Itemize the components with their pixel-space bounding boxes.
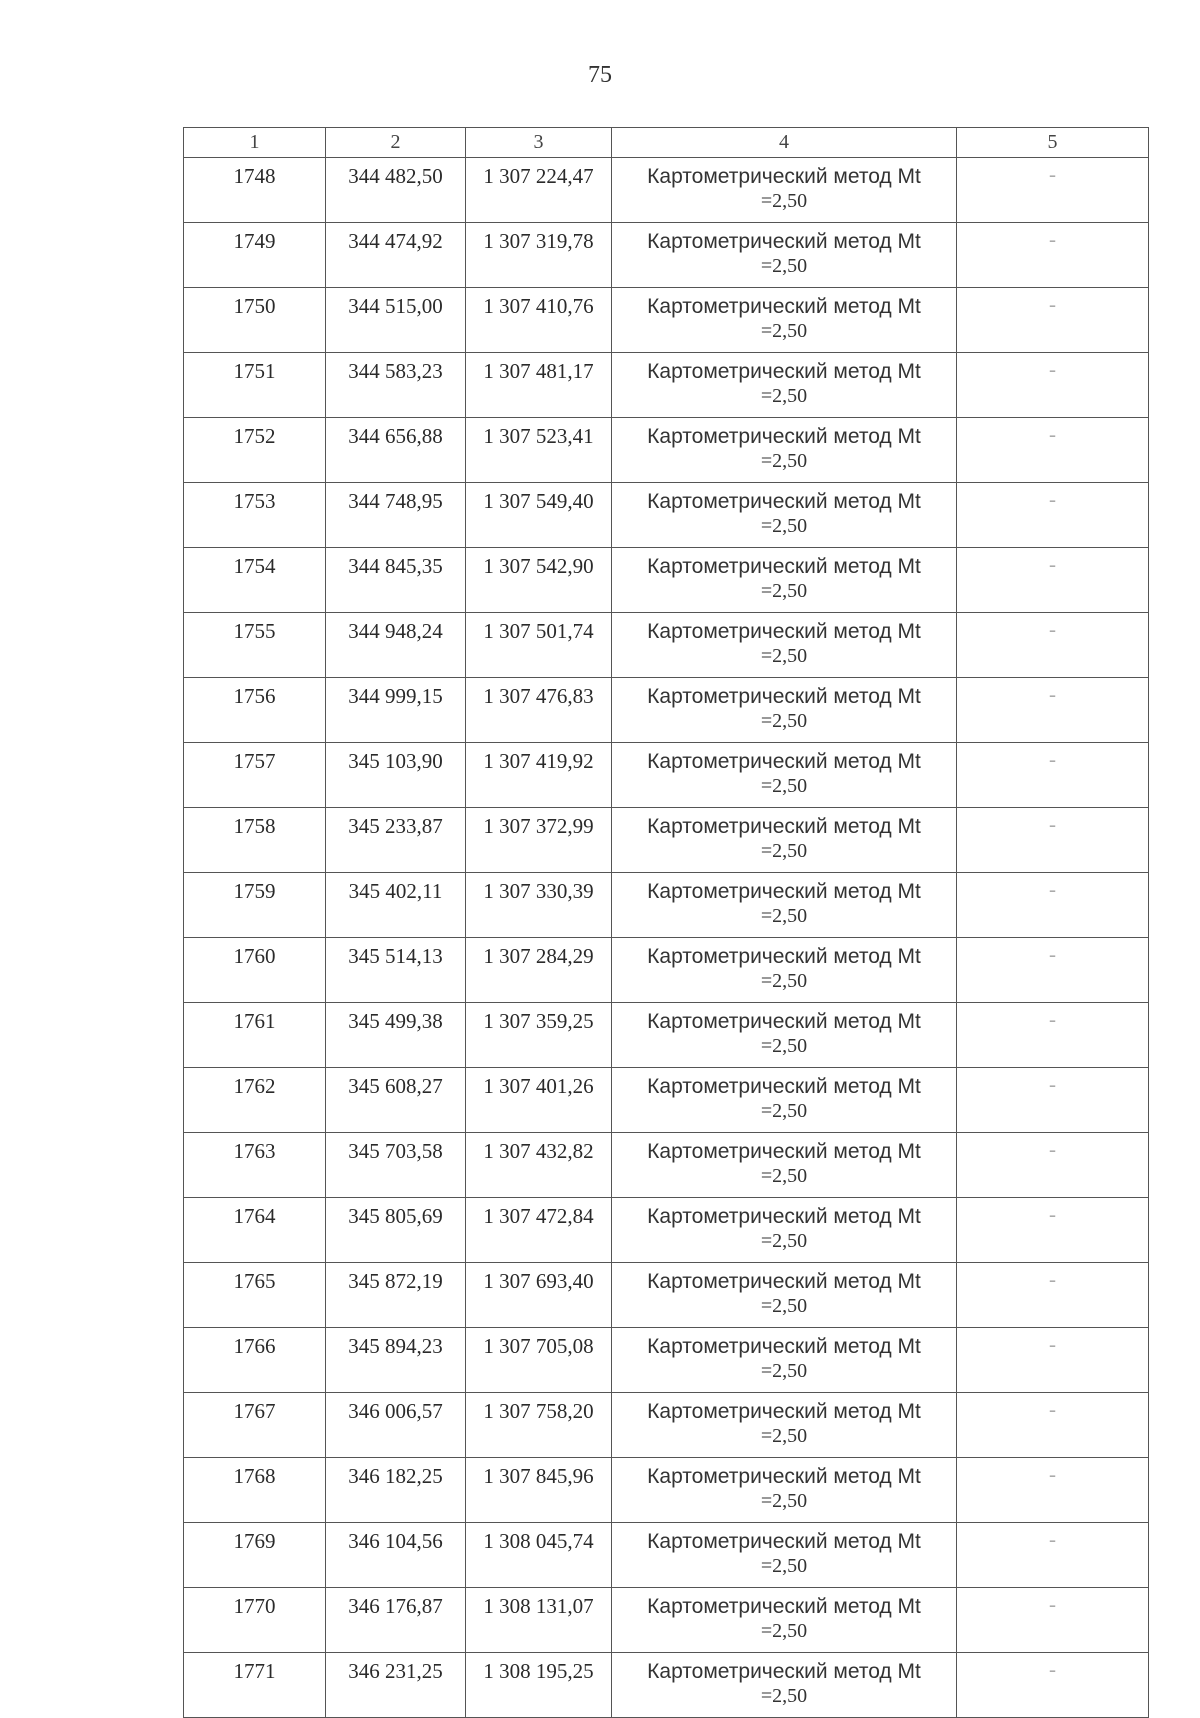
y-coordinate-cell: 1 308 131,07 [466,1588,612,1653]
method-text: Картометрический метод Mt [647,230,921,253]
note-cell: - [957,1068,1149,1133]
point-number-cell: 1763 [184,1133,326,1198]
method-error-value: =2,50 [760,190,808,212]
table-row [184,1198,1149,1263]
x-coordinate-cell: 345 233,87 [326,808,466,873]
coordinates-table [183,127,1149,1718]
column-header-2: 2 [326,128,466,158]
point-number-cell: 1754 [184,548,326,613]
method-error-value: =2,50 [760,1620,808,1642]
table-row [184,353,1149,418]
table-row [184,1588,1149,1653]
method-text: Картометрический метод Mt [647,425,921,448]
note-cell: - [957,613,1149,678]
method-error-value: =2,50 [760,970,808,992]
x-coordinate-cell: 344 515,00 [326,288,466,353]
method-error-value: =2,50 [760,1165,808,1187]
y-coordinate-cell: 1 307 401,26 [466,1068,612,1133]
y-coordinate-cell: 1 307 501,74 [466,613,612,678]
method-error-value: =2,50 [760,775,808,797]
point-number-cell: 1748 [184,158,326,223]
x-coordinate-cell: 344 999,15 [326,678,466,743]
note-cell: - [957,808,1149,873]
method-error-value: =2,50 [760,450,808,472]
method-error-value: =2,50 [760,1555,808,1577]
table-row [184,1003,1149,1068]
column-header-5: 5 [957,128,1149,158]
note-cell: - [957,1653,1149,1718]
method-text: Картометрический метод Mt [647,1075,921,1098]
table-row [184,613,1149,678]
method-cell [612,158,957,223]
method-cell [612,1328,957,1393]
x-coordinate-cell: 344 583,23 [326,353,466,418]
method-error-value: =2,50 [760,1685,808,1707]
x-coordinate-cell: 346 182,25 [326,1458,466,1523]
table-row [184,938,1149,1003]
method-text: Картометрический метод Mt [647,945,921,968]
table-row [184,1523,1149,1588]
y-coordinate-cell: 1 308 045,74 [466,1523,612,1588]
note-cell: - [957,288,1149,353]
y-coordinate-cell: 1 307 523,41 [466,418,612,483]
table-row [184,1068,1149,1133]
table-header-row [184,128,1149,158]
method-cell [612,938,957,1003]
table-row [184,873,1149,938]
y-coordinate-cell: 1 307 319,78 [466,223,612,288]
point-number-cell: 1762 [184,1068,326,1133]
method-cell [612,483,957,548]
y-coordinate-cell: 1 307 432,82 [466,1133,612,1198]
x-coordinate-cell: 345 805,69 [326,1198,466,1263]
method-error-value: =2,50 [760,515,808,537]
x-coordinate-cell: 345 703,58 [326,1133,466,1198]
table-row [184,808,1149,873]
x-coordinate-cell: 345 608,27 [326,1068,466,1133]
method-error-value: =2,50 [760,1100,808,1122]
table-row [184,743,1149,808]
point-number-cell: 1761 [184,1003,326,1068]
method-cell [612,548,957,613]
x-coordinate-cell: 344 656,88 [326,418,466,483]
x-coordinate-cell: 345 402,11 [326,873,466,938]
y-coordinate-cell: 1 307 705,08 [466,1328,612,1393]
method-text: Картометрический метод Mt [647,685,921,708]
method-cell [612,743,957,808]
method-cell [612,1133,957,1198]
x-coordinate-cell: 344 482,50 [326,158,466,223]
y-coordinate-cell: 1 307 481,17 [466,353,612,418]
method-text: Картометрический метод Mt [647,1595,921,1618]
x-coordinate-cell: 345 499,38 [326,1003,466,1068]
table-row [184,418,1149,483]
method-cell [612,808,957,873]
x-coordinate-cell: 345 872,19 [326,1263,466,1328]
method-error-value: =2,50 [760,905,808,927]
table-row [184,288,1149,353]
note-cell: - [957,483,1149,548]
method-cell [612,678,957,743]
x-coordinate-cell: 344 474,92 [326,223,466,288]
point-number-cell: 1764 [184,1198,326,1263]
point-number-cell: 1766 [184,1328,326,1393]
note-cell: - [957,938,1149,1003]
table-row [184,1393,1149,1458]
note-cell: - [957,1003,1149,1068]
method-text: Картометрический метод Mt [647,620,921,643]
point-number-cell: 1756 [184,678,326,743]
x-coordinate-cell: 345 103,90 [326,743,466,808]
method-error-value: =2,50 [760,385,808,407]
x-coordinate-cell: 344 948,24 [326,613,466,678]
point-number-cell: 1757 [184,743,326,808]
note-cell: - [957,158,1149,223]
table-row [184,483,1149,548]
method-cell [612,1523,957,1588]
x-coordinate-cell: 345 894,23 [326,1328,466,1393]
y-coordinate-cell: 1 307 476,83 [466,678,612,743]
point-number-cell: 1755 [184,613,326,678]
point-number-cell: 1767 [184,1393,326,1458]
column-header-4: 4 [612,128,957,158]
y-coordinate-cell: 1 307 758,20 [466,1393,612,1458]
method-error-value: =2,50 [760,1295,808,1317]
note-cell: - [957,353,1149,418]
note-cell: - [957,1198,1149,1263]
y-coordinate-cell: 1 307 419,92 [466,743,612,808]
point-number-cell: 1759 [184,873,326,938]
x-coordinate-cell: 346 104,56 [326,1523,466,1588]
point-number-cell: 1750 [184,288,326,353]
method-error-value: =2,50 [760,1360,808,1382]
x-coordinate-cell: 346 231,25 [326,1653,466,1718]
page-number: 75 [588,62,612,88]
y-coordinate-cell: 1 307 693,40 [466,1263,612,1328]
method-text: Картометрический метод Mt [647,1660,921,1683]
table-row [184,1458,1149,1523]
method-text: Картометрический метод Mt [647,555,921,578]
method-error-value: =2,50 [760,645,808,667]
method-text: Картометрический метод Mt [647,1530,921,1553]
note-cell: - [957,743,1149,808]
method-error-value: =2,50 [760,255,808,277]
method-cell [612,1263,957,1328]
note-cell: - [957,678,1149,743]
column-header-1: 1 [184,128,326,158]
method-text: Картометрический метод Mt [647,880,921,903]
y-coordinate-cell: 1 307 284,29 [466,938,612,1003]
point-number-cell: 1760 [184,938,326,1003]
method-cell [612,1393,957,1458]
method-error-value: =2,50 [760,1490,808,1512]
method-text: Картометрический метод Mt [647,1465,921,1488]
column-header-3: 3 [466,128,612,158]
method-text: Картометрический метод Mt [647,1335,921,1358]
note-cell: - [957,1393,1149,1458]
y-coordinate-cell: 1 307 224,47 [466,158,612,223]
method-cell [612,418,957,483]
table-row [184,223,1149,288]
method-text: Картометрический метод Mt [647,1400,921,1423]
note-cell: - [957,1263,1149,1328]
method-cell [612,1653,957,1718]
y-coordinate-cell: 1 307 472,84 [466,1198,612,1263]
x-coordinate-cell: 344 845,35 [326,548,466,613]
x-coordinate-cell: 344 748,95 [326,483,466,548]
method-text: Картометрический метод Mt [647,295,921,318]
note-cell: - [957,1458,1149,1523]
table-row [184,1133,1149,1198]
table-row [184,158,1149,223]
y-coordinate-cell: 1 307 330,39 [466,873,612,938]
note-cell: - [957,1328,1149,1393]
method-cell [612,613,957,678]
y-coordinate-cell: 1 307 372,99 [466,808,612,873]
method-error-value: =2,50 [760,1230,808,1252]
note-cell: - [957,1523,1149,1588]
table-row [184,548,1149,613]
table-row [184,678,1149,743]
method-error-value: =2,50 [760,320,808,342]
note-cell: - [957,418,1149,483]
method-cell [612,1198,957,1263]
method-cell [612,873,957,938]
method-text: Картометрический метод Mt [647,1010,921,1033]
point-number-cell: 1770 [184,1588,326,1653]
y-coordinate-cell: 1 307 410,76 [466,288,612,353]
method-text: Картометрический метод Mt [647,750,921,773]
note-cell: - [957,223,1149,288]
table-body [184,158,1149,1718]
note-cell: - [957,548,1149,613]
x-coordinate-cell: 346 176,87 [326,1588,466,1653]
y-coordinate-cell: 1 307 845,96 [466,1458,612,1523]
method-error-value: =2,50 [760,1035,808,1057]
method-error-value: =2,50 [760,1425,808,1447]
table-row [184,1328,1149,1393]
point-number-cell: 1749 [184,223,326,288]
method-error-value: =2,50 [760,840,808,862]
y-coordinate-cell: 1 308 195,25 [466,1653,612,1718]
method-cell [612,1003,957,1068]
method-cell [612,1068,957,1133]
method-text: Картометрический метод Mt [647,815,921,838]
method-cell [612,1458,957,1523]
point-number-cell: 1753 [184,483,326,548]
table-row [184,1263,1149,1328]
method-cell [612,223,957,288]
point-number-cell: 1758 [184,808,326,873]
point-number-cell: 1769 [184,1523,326,1588]
method-text: Картометрический метод Mt [647,165,921,188]
point-number-cell: 1771 [184,1653,326,1718]
method-text: Картометрический метод Mt [647,1140,921,1163]
note-cell: - [957,1133,1149,1198]
table-row [184,1653,1149,1718]
note-cell: - [957,873,1149,938]
y-coordinate-cell: 1 307 542,90 [466,548,612,613]
method-error-value: =2,50 [760,580,808,602]
method-text: Картометрический метод Mt [647,1205,921,1228]
point-number-cell: 1765 [184,1263,326,1328]
method-cell [612,288,957,353]
point-number-cell: 1751 [184,353,326,418]
x-coordinate-cell: 345 514,13 [326,938,466,1003]
method-text: Картометрический метод Mt [647,360,921,383]
method-text: Картометрический метод Mt [647,1270,921,1293]
method-cell [612,353,957,418]
method-cell [612,1588,957,1653]
note-cell: - [957,1588,1149,1653]
x-coordinate-cell: 346 006,57 [326,1393,466,1458]
method-text: Картометрический метод Mt [647,490,921,513]
method-error-value: =2,50 [760,710,808,732]
point-number-cell: 1768 [184,1458,326,1523]
y-coordinate-cell: 1 307 549,40 [466,483,612,548]
point-number-cell: 1752 [184,418,326,483]
y-coordinate-cell: 1 307 359,25 [466,1003,612,1068]
